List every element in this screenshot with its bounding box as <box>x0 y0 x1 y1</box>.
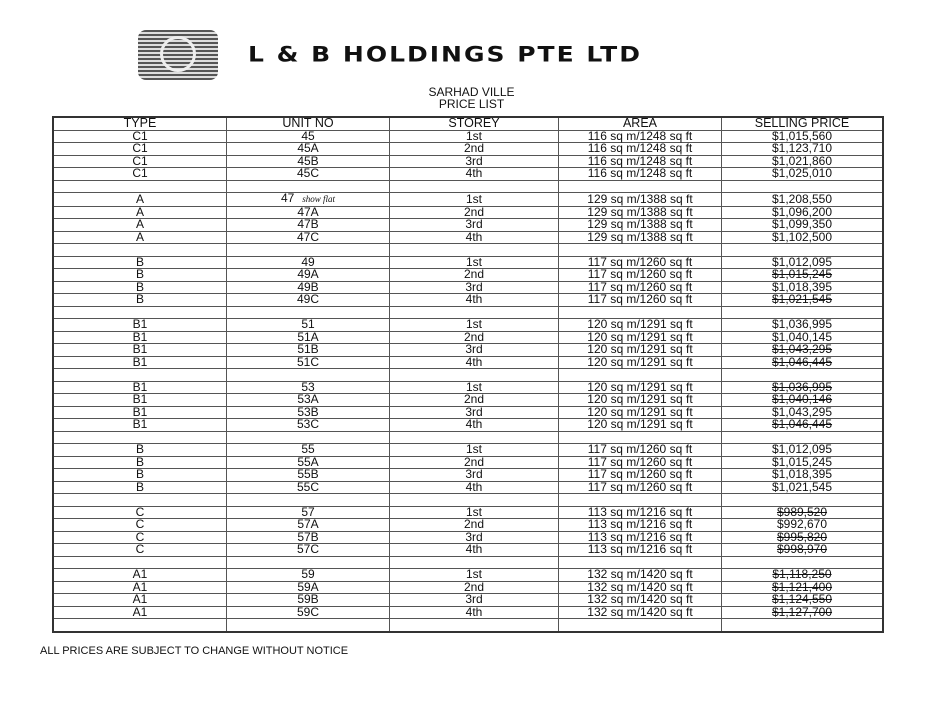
unit-value: 53A <box>297 392 319 406</box>
price-value: $1,046,445 <box>771 354 833 369</box>
type-value: B1 <box>132 342 148 356</box>
price-table <box>52 116 884 633</box>
table-row <box>53 481 883 494</box>
price-cell <box>722 356 884 369</box>
column-header: SELLING PRICE <box>722 117 884 130</box>
unit-value: 47 <box>280 191 295 205</box>
unit-value: 57A <box>297 517 319 531</box>
storey-value: 2nd <box>463 267 485 281</box>
storey-value: 3rd <box>465 153 483 168</box>
empty-cell <box>53 619 227 632</box>
area-cell <box>559 481 722 494</box>
storey-value: 4th <box>465 166 483 180</box>
table-row <box>53 544 883 557</box>
storey-value: 3rd <box>465 279 483 294</box>
price-cell <box>722 168 884 181</box>
type-value: C1 <box>132 141 148 155</box>
type-value: B1 <box>132 317 148 331</box>
storey-cell <box>390 544 559 557</box>
area-value: 129 sq m/1388 sq ft <box>587 204 693 219</box>
unit-value: 51C <box>296 354 319 369</box>
type-cell <box>53 168 227 181</box>
type-value: C <box>135 517 145 531</box>
area-value: 116 sq m/1248 sq ft <box>587 166 693 180</box>
area-value: 117 sq m/1260 sq ft <box>587 442 693 456</box>
storey-cell <box>390 231 559 244</box>
unit-value: 49C <box>296 292 319 306</box>
price-value: $1,015,560 <box>771 128 833 143</box>
price-value: $1,127,700 <box>771 604 833 619</box>
type-value: C <box>135 529 145 544</box>
type-cell <box>53 294 227 307</box>
storey-value: 3rd <box>465 342 483 356</box>
storey-value: 3rd <box>465 529 483 544</box>
area-value: 120 sq m/1291 sq ft <box>587 354 693 369</box>
empty-cell <box>227 619 390 632</box>
type-value: B <box>135 479 144 494</box>
storey-value: 2nd <box>463 579 485 594</box>
storey-value: 4th <box>465 542 483 556</box>
storey-value: 3rd <box>465 217 483 231</box>
storey-cell <box>390 294 559 307</box>
storey-value: 1st <box>465 317 482 331</box>
storey-value: 4th <box>465 229 483 244</box>
unit-value: 59A <box>297 579 319 594</box>
type-value: B <box>135 267 144 281</box>
unit-value: 49 <box>301 254 315 269</box>
area-value: 117 sq m/1260 sq ft <box>587 267 693 281</box>
type-value: B1 <box>132 354 148 369</box>
unit-value: 55A <box>297 454 319 469</box>
type-value: B1 <box>132 379 148 394</box>
table-row <box>53 294 883 307</box>
area-value: 116 sq m/1248 sq ft <box>587 141 693 155</box>
unit-value: 57 <box>301 504 315 519</box>
area-cell <box>559 544 722 557</box>
price-value: $1,121,400 <box>771 579 833 594</box>
type-value: B <box>135 292 144 306</box>
storey-value: 1st <box>465 567 482 581</box>
type-cell <box>53 481 227 494</box>
area-value: 113 sq m/1216 sq ft <box>587 517 693 531</box>
unit-value: 47C <box>296 229 319 244</box>
price-value: $1,043,295 <box>771 404 833 419</box>
area-value: 117 sq m/1260 sq ft <box>587 479 693 494</box>
type-value: C1 <box>132 166 148 180</box>
type-value: A <box>135 191 144 206</box>
spacer-row <box>53 619 883 632</box>
unit-value: 51A <box>297 329 319 344</box>
type-value: C <box>135 542 145 556</box>
price-value: $1,096,200 <box>771 204 833 219</box>
price-value: $1,123,710 <box>771 141 833 155</box>
price-value: $1,012,095 <box>771 254 833 269</box>
empty-cell <box>722 619 884 632</box>
table-row <box>53 606 883 619</box>
storey-cell <box>390 606 559 619</box>
price-value: $1,021,860 <box>771 153 833 168</box>
area-value: 116 sq m/1248 sq ft <box>587 153 693 168</box>
storey-value: 1st <box>465 254 482 269</box>
storey-value: 2nd <box>463 392 485 406</box>
storey-value: 4th <box>465 292 483 306</box>
type-value: A <box>135 204 144 219</box>
storey-cell <box>390 168 559 181</box>
column-header: UNIT NO <box>227 117 390 130</box>
storey-value: 2nd <box>463 141 485 155</box>
storey-value: 2nd <box>463 329 485 344</box>
price-value: $1,043,295 <box>771 342 833 356</box>
empty-cell <box>390 619 559 632</box>
price-value: $995,820 <box>776 529 828 544</box>
type-value: B1 <box>132 329 148 344</box>
unit-value: 55B <box>297 467 319 481</box>
storey-cell <box>390 419 559 432</box>
disclaimer: ALL PRICES ARE SUBJECT TO CHANGE WITHOUT NOTICE <box>40 645 349 657</box>
area-value: 120 sq m/1291 sq ft <box>587 417 693 431</box>
unit-value: 53B <box>297 404 319 419</box>
storey-value: 1st <box>465 379 482 394</box>
type-value: A1 <box>132 579 148 594</box>
unit-cell <box>227 294 390 307</box>
type-value: C <box>135 504 145 519</box>
type-value: B <box>135 279 144 294</box>
area-value: 132 sq m/1420 sq ft <box>587 592 693 606</box>
project-name: SARHAD VILLE <box>428 85 515 99</box>
storey-value: 3rd <box>465 404 483 419</box>
area-value: 116 sq m/1248 sq ft <box>587 128 693 143</box>
storey-value: 3rd <box>465 592 483 606</box>
price-value: $1,124,550 <box>771 592 833 606</box>
area-value: 117 sq m/1260 sq ft <box>587 279 693 294</box>
storey-value: 4th <box>465 354 483 369</box>
area-value: 129 sq m/1388 sq ft <box>587 229 693 244</box>
unit-cell <box>227 231 390 244</box>
price-value: $1,025,010 <box>771 166 833 180</box>
type-cell <box>53 419 227 432</box>
area-value: 132 sq m/1420 sq ft <box>587 579 693 594</box>
unit-value: 51B <box>297 342 319 356</box>
storey-value: 3rd <box>465 467 483 481</box>
storey-value: 1st <box>465 504 482 519</box>
type-value: A <box>135 217 144 231</box>
price-value: $1,099,350 <box>771 217 833 231</box>
unit-value: 53 <box>301 379 315 394</box>
unit-value: 47B <box>297 217 319 231</box>
area-value: 117 sq m/1260 sq ft <box>587 454 693 469</box>
type-value: B <box>135 467 144 481</box>
price-value: $1,018,395 <box>771 279 833 294</box>
price-value: $1,021,545 <box>771 479 833 494</box>
unit-value: 57B <box>297 529 319 544</box>
price-value: $1,118,250 <box>772 567 832 581</box>
storey-value: 1st <box>465 442 482 456</box>
column-header: AREA <box>559 117 722 130</box>
price-value: $1,021,545 <box>771 292 833 306</box>
document-subtitle: PRICE LIST <box>438 97 505 111</box>
area-value: 113 sq m/1216 sq ft <box>587 542 693 556</box>
unit-cell <box>227 606 390 619</box>
unit-cell <box>227 544 390 557</box>
area-value: 120 sq m/1291 sq ft <box>587 342 693 356</box>
type-cell <box>53 606 227 619</box>
company-name: L & B HOLDINGS PTE LTD <box>248 42 642 67</box>
type-value: B <box>135 442 144 456</box>
unit-value: 45 <box>301 128 315 143</box>
unit-cell <box>227 168 390 181</box>
unit-value: 49B <box>297 279 319 294</box>
empty-cell <box>227 180 390 193</box>
area-cell <box>559 294 722 307</box>
price-value: $992,670 <box>776 517 828 531</box>
price-value: $1,208,550 <box>771 191 833 206</box>
price-value: $1,046,445 <box>771 417 833 431</box>
area-value: 117 sq m/1260 sq ft <box>587 254 693 269</box>
unit-value: 53C <box>296 417 319 431</box>
type-value: B <box>135 254 144 269</box>
unit-value: 59 <box>301 567 315 581</box>
unit-value: 49A <box>297 267 319 281</box>
unit-value: 55C <box>296 479 319 494</box>
price-value: $1,040,145 <box>771 329 833 344</box>
price-cell <box>722 294 884 307</box>
storey-value: 2nd <box>463 517 485 531</box>
storey-cell <box>390 481 559 494</box>
company-logo <box>138 30 218 80</box>
area-cell <box>559 356 722 369</box>
area-value: 129 sq m/1388 sq ft <box>587 217 693 231</box>
type-value: A1 <box>132 592 148 606</box>
unit-value: 59B <box>297 592 319 606</box>
price-value: $998,970 <box>776 542 828 556</box>
storey-value: 4th <box>465 417 483 431</box>
type-value: C1 <box>132 153 148 168</box>
type-value: A <box>135 229 144 244</box>
unit-cell <box>227 419 390 432</box>
type-value: B1 <box>132 417 148 431</box>
price-cell <box>722 481 884 494</box>
table-row <box>53 168 883 181</box>
unit-value: 45C <box>296 166 319 180</box>
unit-value: 51 <box>301 317 315 331</box>
area-cell <box>559 606 722 619</box>
area-value: 120 sq m/1291 sq ft <box>587 404 693 419</box>
price-value: $1,015,245 <box>771 267 833 281</box>
price-cell <box>722 606 884 619</box>
empty-cell <box>559 619 722 632</box>
price-value: $1,036,995 <box>771 379 833 394</box>
price-cell <box>722 231 884 244</box>
area-value: 120 sq m/1291 sq ft <box>587 379 693 394</box>
unit-value: 47A <box>297 204 319 219</box>
area-value: 120 sq m/1291 sq ft <box>587 329 693 344</box>
area-value: 132 sq m/1420 sq ft <box>587 604 693 619</box>
area-value: 117 sq m/1260 sq ft <box>587 292 693 306</box>
unit-value: 45A <box>297 141 319 155</box>
type-value: A1 <box>132 604 148 619</box>
storey-value: 2nd <box>463 454 485 469</box>
area-value: 120 sq m/1291 sq ft <box>587 317 693 331</box>
type-cell <box>53 356 227 369</box>
storey-value: 1st <box>465 128 482 143</box>
storey-value: 4th <box>465 604 483 619</box>
price-value: $1,015,245 <box>771 454 833 469</box>
price-cell <box>722 544 884 557</box>
area-value: 120 sq m/1291 sq ft <box>587 392 693 406</box>
price-cell <box>722 419 884 432</box>
area-value: 132 sq m/1420 sq ft <box>587 567 693 581</box>
table-row <box>53 419 883 432</box>
type-value: B1 <box>132 392 148 406</box>
type-cell <box>53 544 227 557</box>
column-header: STOREY <box>390 117 559 130</box>
handwritten-note: show flat <box>302 194 336 204</box>
type-value: C1 <box>132 128 148 143</box>
type-cell <box>53 231 227 244</box>
unit-value: 45B <box>297 153 319 168</box>
price-value: $989,520 <box>776 504 828 519</box>
table-row <box>53 356 883 369</box>
type-value: B1 <box>132 404 148 419</box>
area-value: 129 sq m/1388 sq ft <box>587 191 693 206</box>
unit-value: 59C <box>296 604 319 619</box>
price-value: $1,040,146 <box>771 392 833 406</box>
unit-cell <box>227 481 390 494</box>
column-header: TYPE <box>53 117 227 130</box>
area-cell <box>559 231 722 244</box>
unit-value: 55 <box>301 442 315 456</box>
area-value: 113 sq m/1216 sq ft <box>587 504 693 519</box>
price-value: $1,012,095 <box>771 442 833 456</box>
price-value: $1,036,995 <box>771 317 833 331</box>
table-row <box>53 231 883 244</box>
type-value: B <box>135 454 144 469</box>
price-value: $1,018,395 <box>771 467 833 481</box>
price-value: $1,102,500 <box>771 229 833 244</box>
unit-cell <box>227 356 390 369</box>
type-value: A1 <box>132 567 148 581</box>
area-cell <box>559 419 722 432</box>
storey-value: 1st <box>465 191 482 206</box>
area-value: 117 sq m/1260 sq ft <box>587 467 693 481</box>
storey-value: 4th <box>465 479 483 494</box>
unit-value: 57C <box>296 542 319 556</box>
area-cell <box>559 168 722 181</box>
storey-cell <box>390 356 559 369</box>
area-value: 113 sq m/1216 sq ft <box>587 529 693 544</box>
storey-value: 2nd <box>463 204 485 219</box>
